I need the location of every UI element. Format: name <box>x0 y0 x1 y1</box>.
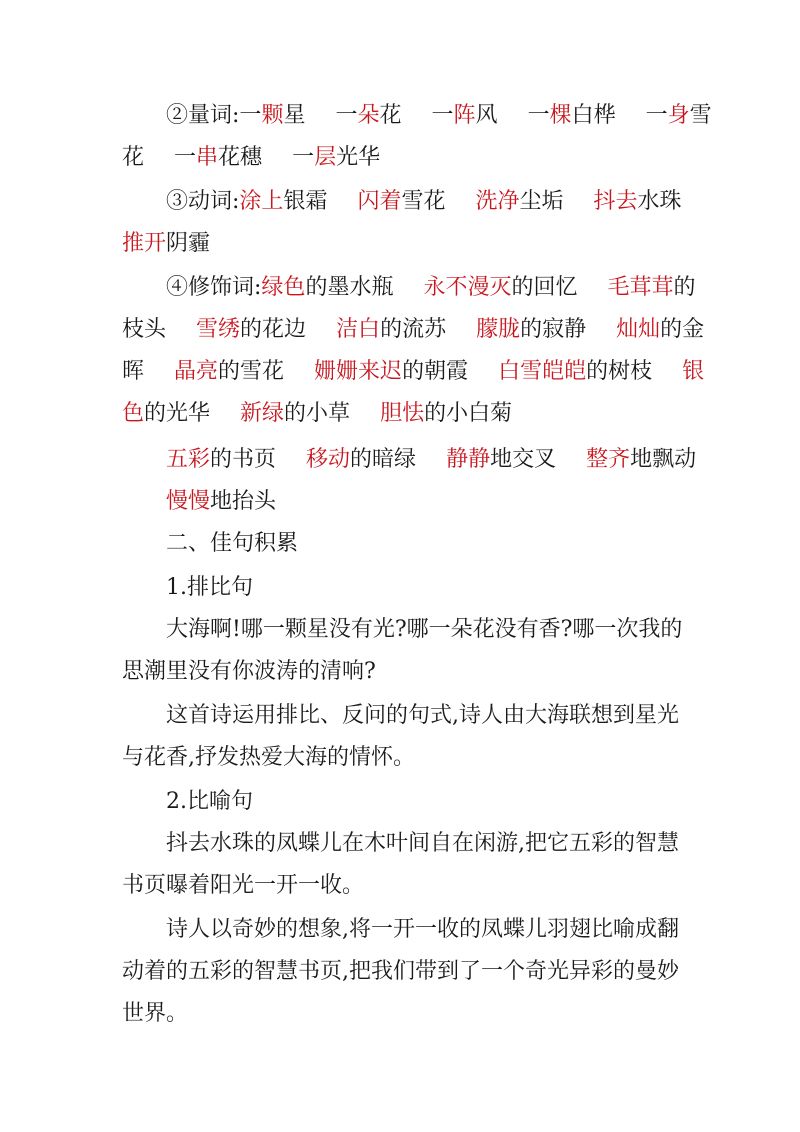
highlighted-word: 姗姗来迟 <box>314 359 403 384</box>
text-line <box>166 182 682 222</box>
highlighted-word: 闪着 <box>357 189 402 214</box>
highlighted-word: 洁白 <box>336 317 381 342</box>
text-segment: 二、佳句积累 <box>166 531 299 556</box>
highlighted-word: 朦胧 <box>476 317 521 342</box>
text-segment: 的回忆 <box>511 275 578 300</box>
highlighted-word: 移动 <box>306 447 351 472</box>
highlighted-word: 绿色 <box>261 275 306 300</box>
text-segment: 2.比喻句 <box>166 789 253 814</box>
text-segment: 思潮里没有你波涛的清响? <box>122 659 376 684</box>
text-segment: 的墨水瓶 <box>305 275 394 300</box>
text-line <box>122 138 380 178</box>
text-line <box>122 866 364 906</box>
text-segment: 一 <box>645 103 668 128</box>
text-segment: 与花香,抒发热爱大海的情怀。 <box>122 745 415 770</box>
text-line <box>122 394 512 434</box>
highlighted-word: 整齐 <box>586 447 631 472</box>
text-line <box>122 652 376 692</box>
text-line <box>122 952 679 992</box>
text-segment: 的光华 <box>144 401 211 426</box>
text-line <box>166 440 696 480</box>
text-segment: 地交叉 <box>490 447 557 472</box>
text-segment: 花 <box>379 103 402 128</box>
text-segment: 大海啊!哪一颗星没有光?哪一朵花没有香?哪一次我的 <box>166 617 683 642</box>
highlighted-word: 灿灿 <box>616 317 661 342</box>
text-segment: 的寂静 <box>520 317 587 342</box>
text-segment: 的 <box>673 275 696 300</box>
text-line <box>166 524 298 564</box>
text-line <box>166 910 679 950</box>
text-segment: 的朝霞 <box>402 359 469 384</box>
highlighted-word: 五彩 <box>166 447 211 472</box>
highlighted-word: 新绿 <box>240 401 285 426</box>
highlighted-word: 阵 <box>453 103 476 128</box>
highlighted-word: 胆怯 <box>380 401 425 426</box>
text-segment: 的金 <box>660 317 705 342</box>
text-segment: 抖去水珠的凤蝶儿在木叶间自在闲游,把它五彩的智慧 <box>166 831 679 856</box>
highlighted-word: 雪绣 <box>196 317 241 342</box>
text-segment: 世界。 <box>122 1001 189 1026</box>
text-segment: 诗人以奇妙的想象,将一开一收的凤蝶儿羽翅比喻成翻 <box>166 917 679 942</box>
highlighted-word: 洗净 <box>475 189 520 214</box>
text-line <box>122 994 188 1034</box>
highlighted-word: 银 <box>682 359 705 384</box>
highlighted-word: 朵 <box>357 103 380 128</box>
highlighted-word: 慢慢 <box>166 489 211 514</box>
text-segment: 一 <box>527 103 550 128</box>
text-segment: 的流苏 <box>380 317 447 342</box>
text-segment: 一 <box>239 103 262 128</box>
text-segment: 一 <box>292 145 315 170</box>
text-segment: 水珠 <box>637 189 682 214</box>
text-line <box>166 824 679 864</box>
text-line <box>122 224 210 264</box>
text-segment: 晖 <box>122 359 145 384</box>
text-segment: 银霜 <box>283 189 328 214</box>
highlighted-word: 推开 <box>122 231 167 256</box>
text-segment: 的花边 <box>240 317 307 342</box>
highlighted-word: 颗 <box>261 103 284 128</box>
text-segment: 书页曝着阳光一开一收。 <box>122 873 365 898</box>
text-segment: 1.排比句 <box>166 575 253 600</box>
text-line <box>122 738 415 778</box>
text-segment: 光华 <box>336 145 381 170</box>
text-segment: 的暗绿 <box>350 447 417 472</box>
text-segment: 的书页 <box>210 447 277 472</box>
text-line <box>166 568 253 608</box>
text-segment: 的小白菊 <box>424 401 513 426</box>
text-segment: 一 <box>431 103 454 128</box>
text-segment: 一 <box>174 145 197 170</box>
text-line <box>166 268 696 308</box>
text-segment: 白桦 <box>571 103 616 128</box>
text-line <box>166 696 679 736</box>
text-segment: 雪 <box>689 103 712 128</box>
text-segment: 阴霾 <box>166 231 211 256</box>
text-segment: 动着的五彩的智慧书页,把我们带到了一个奇光异彩的曼妙 <box>122 959 679 984</box>
highlighted-word: 色 <box>122 401 145 426</box>
text-segment: 的小草 <box>284 401 351 426</box>
text-segment: 一 <box>335 103 358 128</box>
text-segment: 的树枝 <box>586 359 653 384</box>
text-segment: 雪花 <box>401 189 446 214</box>
text-segment: 地抬头 <box>210 489 277 514</box>
text-segment: ③动词: <box>166 189 240 214</box>
highlighted-word: 棵 <box>549 103 572 128</box>
text-segment: ②量词: <box>166 103 240 128</box>
text-segment: ④修饰词: <box>166 275 262 300</box>
highlighted-word: 涂上 <box>239 189 284 214</box>
text-segment: 星 <box>283 103 306 128</box>
highlighted-word: 静静 <box>446 447 491 472</box>
highlighted-word: 层 <box>314 145 337 170</box>
highlighted-word: 身 <box>667 103 690 128</box>
text-line <box>166 782 253 822</box>
text-line <box>122 352 704 392</box>
text-segment: 花 <box>122 145 145 170</box>
text-segment: 尘垢 <box>519 189 564 214</box>
text-segment: 这首诗运用排比、反问的句式,诗人由大海联想到星光 <box>166 703 679 728</box>
text-segment: 地飘动 <box>630 447 697 472</box>
text-segment: 花穗 <box>218 145 263 170</box>
highlighted-word: 永不漫灭 <box>423 275 512 300</box>
text-segment: 枝头 <box>122 317 167 342</box>
highlighted-word: 串 <box>196 145 219 170</box>
text-line <box>166 610 682 650</box>
highlighted-word: 白雪皑皑 <box>498 359 587 384</box>
highlighted-word: 晶亮 <box>174 359 219 384</box>
text-line <box>166 96 712 136</box>
highlighted-word: 抖去 <box>593 189 638 214</box>
text-segment: 风 <box>475 103 498 128</box>
highlighted-word: 毛茸茸 <box>607 275 674 300</box>
text-segment: 的雪花 <box>218 359 285 384</box>
text-line <box>122 310 704 350</box>
text-line <box>166 482 276 522</box>
